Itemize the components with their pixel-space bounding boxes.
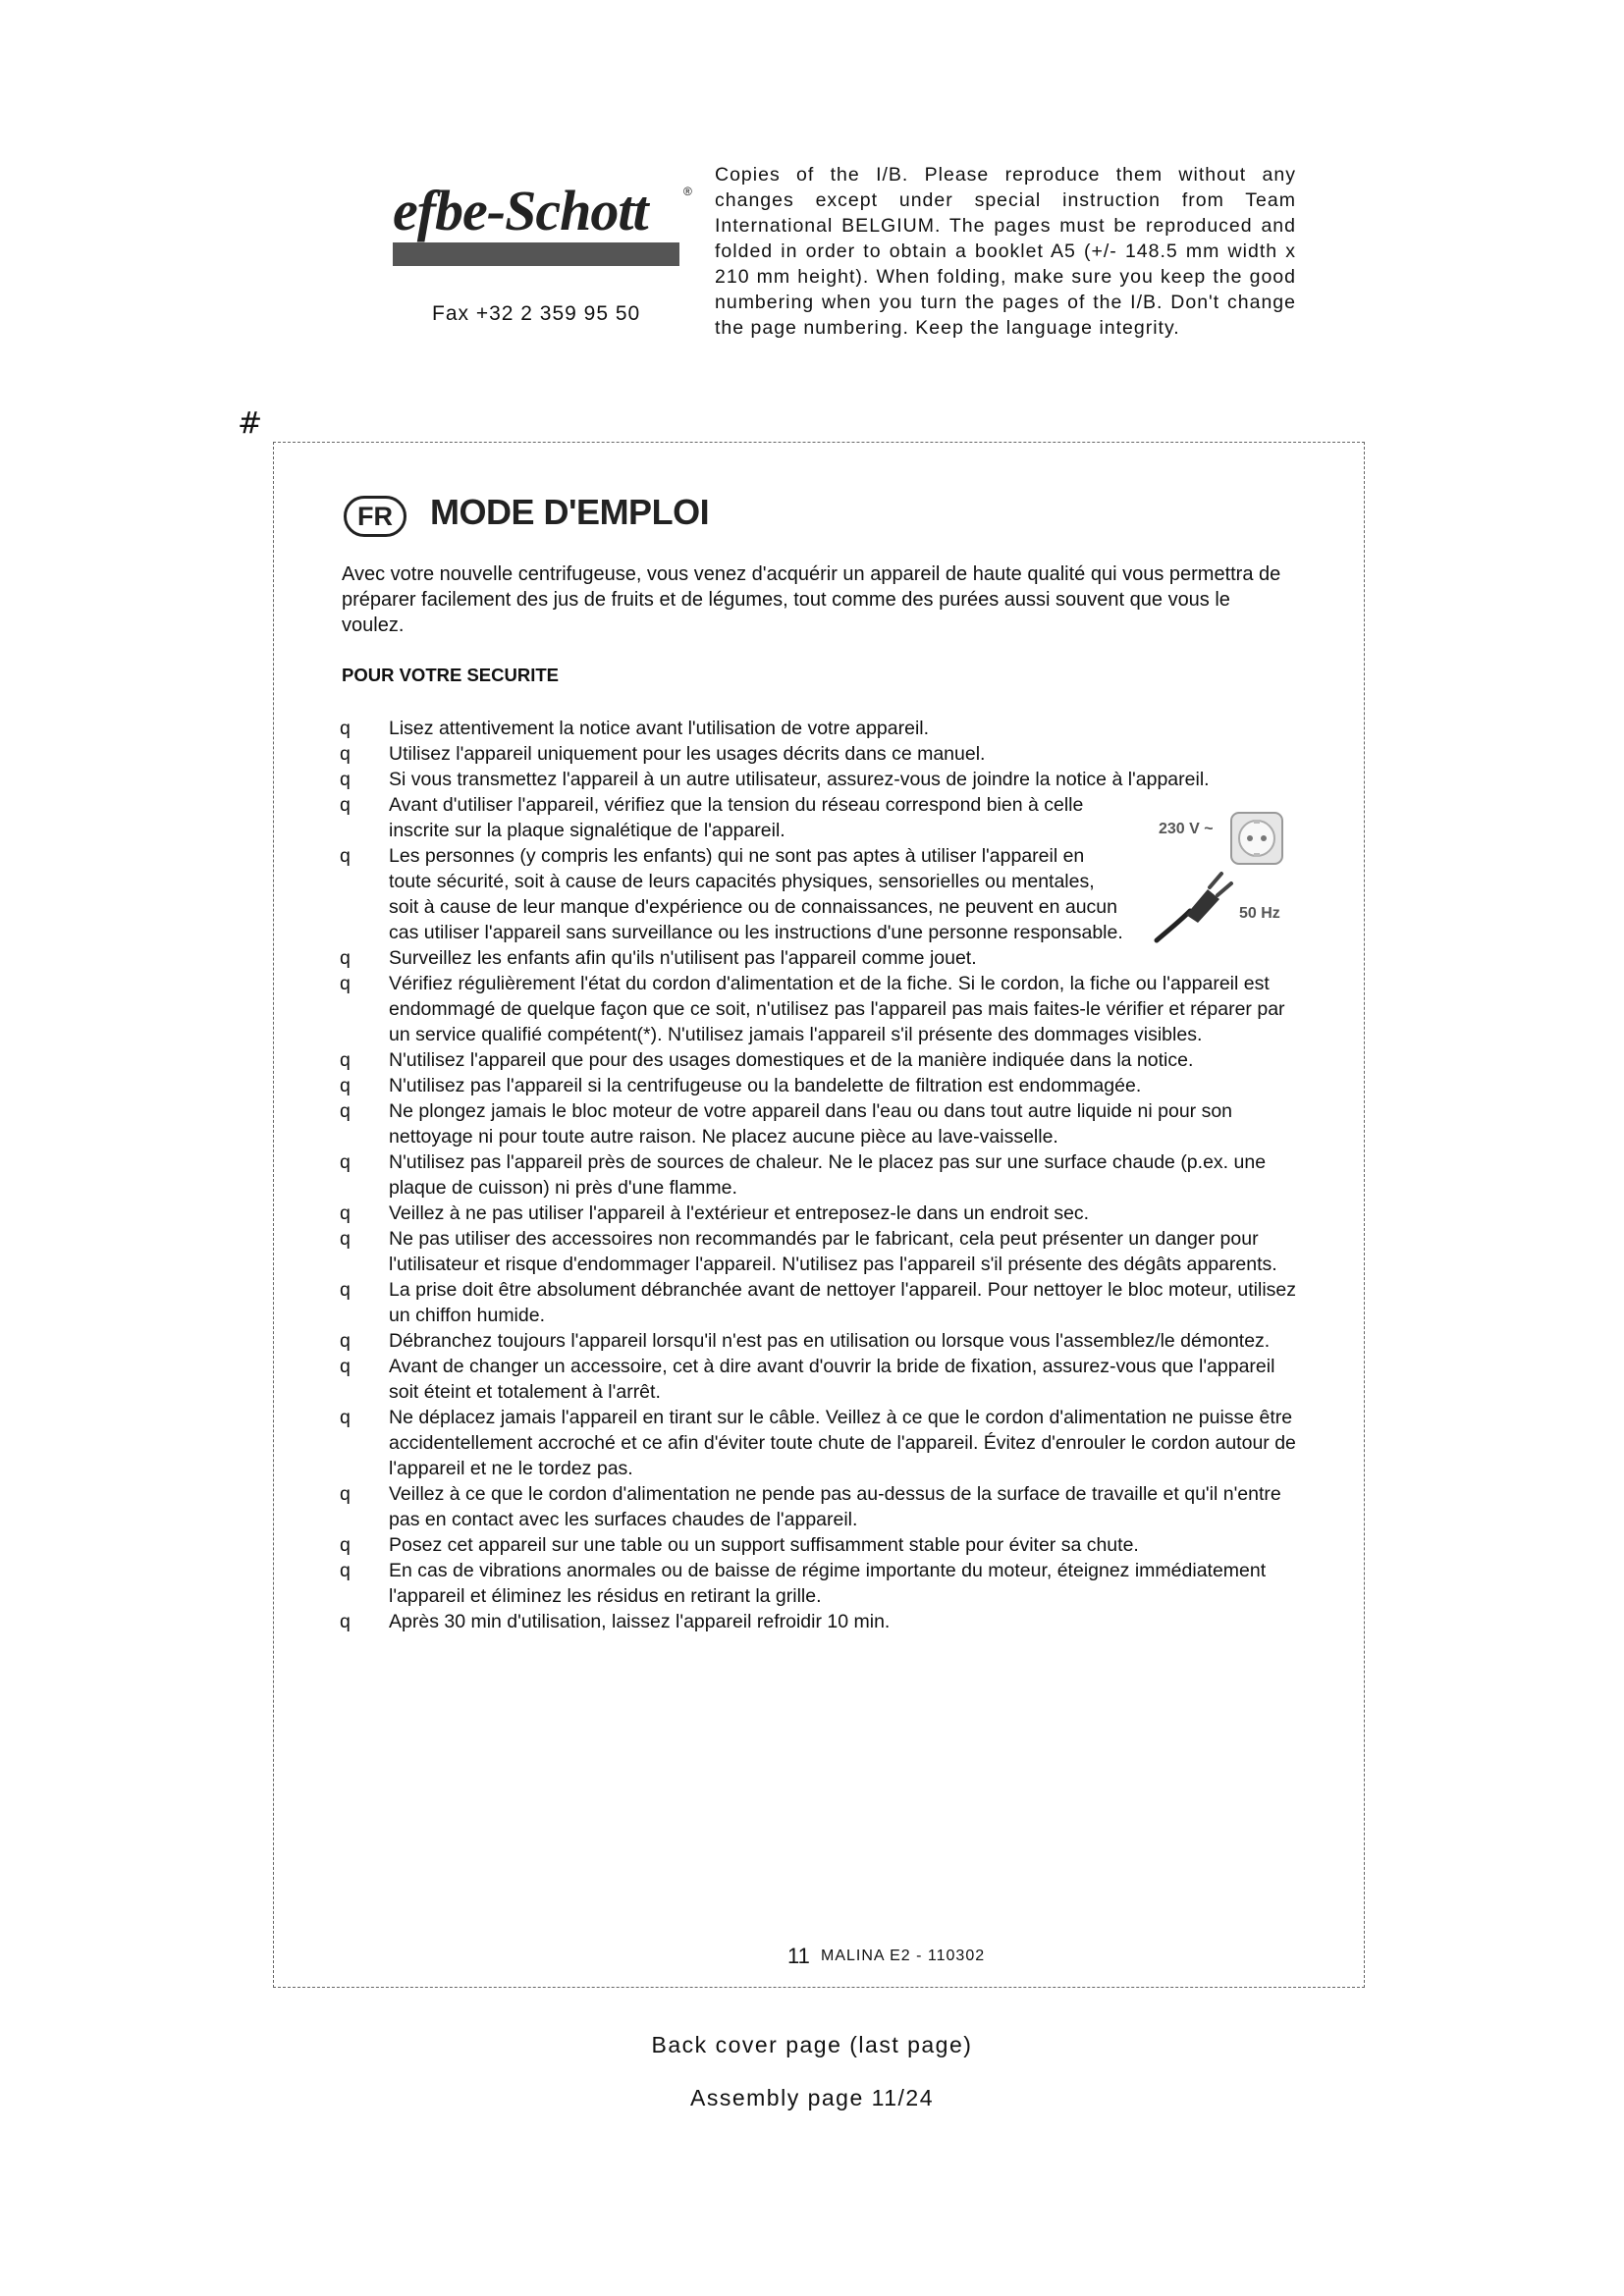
power-plug-icon [1151, 866, 1239, 944]
list-item-text: N'utilisez l'appareil que pour des usages domestiques et de la manière indiquée dans la notice. [389, 1049, 1194, 1071]
list-item [340, 1098, 1297, 1149]
frequency-label: 50 Hz [1239, 905, 1280, 922]
bullet-marker: q [340, 743, 351, 765]
list-item [340, 1609, 1297, 1634]
voltage-label: 230 V ~ [1159, 821, 1214, 837]
back-cover-note: Back cover page (last page) [651, 2032, 973, 2057]
bullet-marker: q [340, 973, 351, 994]
list-item [340, 716, 1297, 741]
bullet-marker: q [340, 1279, 351, 1301]
list-item [340, 767, 1297, 792]
list-item-text: Utilisez l'appareil uniquement pour les usages décrits dans ce manuel. [389, 743, 986, 765]
list-item-text: Veillez à ce que le cordon d'alimentation ne pende pas au-dessus de la surface de travaille et qu'il n'entre pas en contact avec les surfaces chaudes de l'appareil. [389, 1483, 1281, 1530]
list-item [340, 1481, 1297, 1532]
model-code: MALINA E2 - 110302 [821, 1948, 986, 1964]
bullet-marker: q [340, 718, 351, 739]
bullet-marker: q [340, 1075, 351, 1096]
bullet-marker: q [340, 794, 351, 816]
page-title: MODE D'EMPLOI [430, 492, 710, 532]
bullet-marker: q [340, 845, 351, 867]
list-item-text: Si vous transmettez l'appareil à un autre utilisateur, assurez-vous de joindre la notice à l'appareil. [389, 769, 1210, 790]
bullet-marker: q [340, 1534, 351, 1556]
list-item-text: Lisez attentivement la notice avant l'utilisation de votre appareil. [389, 718, 930, 739]
list-item [340, 1201, 1297, 1226]
brand-name: efbe-Schott [393, 179, 648, 242]
bullet-marker: q [340, 1049, 351, 1071]
bullet-marker: q [340, 1560, 351, 1581]
list-item [340, 1558, 1297, 1609]
brand-logo [393, 179, 692, 270]
section-heading: POUR VOTRE SECURITE [342, 665, 559, 685]
bullet-marker: q [340, 1202, 351, 1224]
list-item [340, 1073, 1297, 1098]
list-item-text: Veillez à ne pas utiliser l'appareil à l'extérieur et entreposez-le dans un endroit sec. [389, 1202, 1090, 1224]
list-item [340, 741, 1297, 767]
list-item [340, 1226, 1297, 1277]
registered-mark: ® [683, 185, 692, 198]
list-item-text: Débranchez toujours l'appareil lorsqu'il n'est pas en utilisation ou lorsque vous l'assemblez/le démontez. [389, 1330, 1271, 1352]
list-item-text: Ne déplacez jamais l'appareil en tirant sur le câble. Veillez à ce que le cordon d'alimentation ne puisse être accidentellement accroché et ce afin d'éviter toute chute de l'appareil. Évitez d'enrouler le cordon autour de l'appareil et ne le tordez pas. [389, 1407, 1296, 1479]
page-marker: # [238, 406, 263, 441]
bullet-marker: q [340, 1151, 351, 1173]
list-item [340, 1047, 1297, 1073]
list-item-text: Surveillez les enfants afin qu'ils n'utilisent pas l'appareil comme jouet. [389, 947, 977, 969]
bullet-marker: q [340, 1330, 351, 1352]
list-item [340, 1277, 1297, 1328]
list-item [340, 843, 1125, 945]
list-item [340, 792, 1125, 843]
list-item [340, 1149, 1297, 1201]
list-item-text: Avant d'utiliser l'appareil, vérifiez que la tension du réseau correspond bien à celle inscrite sur la plaque signalétique de l'appareil. [389, 794, 1084, 841]
reproduction-instructions: Copies of the I/B. Please reproduce them without any changes except under special instruction from Team International BELGIUM. The pages must be reproduced and folded in order to obtain a booklet A5 (+/- 148.5 mm width x 210 mm height). When folding, make sure you keep the good numbering when you turn the pages of the I/B. Don't change the page numbering. Keep the language integrity. [715, 164, 1296, 339]
list-item-text: N'utilisez pas l'appareil si la centrifugeuse ou la bandelette de filtration est endommagée. [389, 1075, 1142, 1096]
list-item-text: Ne plongez jamais le bloc moteur de votre appareil dans l'eau ou dans tout autre liquide ni pour son nettoyage ni pour toute autre raison. Ne placez aucune pièce au lave-vaisselle. [389, 1100, 1233, 1148]
language-badge: FR [344, 496, 406, 537]
list-item [340, 971, 1297, 1047]
list-item-text: Après 30 min d'utilisation, laissez l'appareil refroidir 10 min. [389, 1611, 891, 1632]
bullet-marker: q [340, 1100, 351, 1122]
bullet-marker: q [340, 947, 351, 969]
list-item-text: Avant de changer un accessoire, cet à dire avant d'ouvrir la bride de fixation, assurez-vous que l'appareil soit éteint et totalement à l'arrêt. [389, 1356, 1275, 1403]
logo-underline-bar [393, 242, 679, 266]
bullet-marker: q [340, 1483, 351, 1505]
wall-outlet-icon [1229, 811, 1284, 866]
list-item-text: En cas de vibrations anormales ou de baisse de régime importante du moteur, éteignez immédiatement l'appareil et éliminez les résidus en retirant la grille. [389, 1560, 1267, 1607]
list-item-text: Posez cet appareil sur une table ou un support suffisamment stable pour éviter sa chute. [389, 1534, 1139, 1556]
bullet-marker: q [340, 1611, 351, 1632]
list-item-text: La prise doit être absolument débranchée avant de nettoyer l'appareil. Pour nettoyer le bloc moteur, utilisez un chiffon humide. [389, 1279, 1297, 1326]
bullet-marker: q [340, 769, 351, 790]
list-item [340, 1532, 1297, 1558]
list-item-text: Les personnes (y compris les enfants) qui ne sont pas aptes à utiliser l'appareil en toute sécurité, soit à cause de leurs capacités physiques, sensorielles ou mentales, soit à cause de leur manque d'expérience ou de connaissances, ne peuvent en aucun cas utiliser l'appareil sans surveillance ou les instructions d'une personne responsable. [389, 845, 1123, 943]
page-number: 11 [787, 1944, 810, 1968]
outlet-plug-figure [1151, 807, 1298, 944]
list-item-text: Vérifiez régulièrement l'état du cordon d'alimentation et de la fiche. Si le cordon, la fiche ou l'appareil est endommagé de quelque façon que ce soit, n'utilisez pas l'appareil pas mais faites-le vérifier et réparer par un service qualifié compétent(*). N'utilisez jamais l'appareil s'il présente des dommages visibles. [389, 973, 1285, 1045]
list-item [340, 1405, 1297, 1481]
bullet-marker: q [340, 1228, 351, 1250]
list-item [340, 1328, 1297, 1354]
assembly-page-note: Assembly page 11/24 [690, 2085, 934, 2110]
list-item-text: Ne pas utiliser des accessoires non recommandés par le fabricant, cela peut présenter un danger pour l'utilisateur et risque d'endommager l'appareil. N'utilisez pas l'appareil s'il présente des dégâts apparents. [389, 1228, 1277, 1275]
intro-paragraph: Avec votre nouvelle centrifugeuse, vous venez d'acquérir un appareil de haute qualité qui vous permettra de préparer facilement des jus de fruits et de légumes, tout comme des purées aussi souvent que vous le voulez. [342, 563, 1281, 636]
list-item [340, 1354, 1297, 1405]
list-item [340, 945, 1297, 971]
bullet-marker: q [340, 1356, 351, 1377]
fax-number: Fax +32 2 359 95 50 [432, 302, 641, 325]
bullet-marker: q [340, 1407, 351, 1428]
list-item-text: N'utilisez pas l'appareil près de sources de chaleur. Ne le placez pas sur une surface chaude (p.ex. une plaque de cuisson) ni près d'une flamme. [389, 1151, 1267, 1199]
